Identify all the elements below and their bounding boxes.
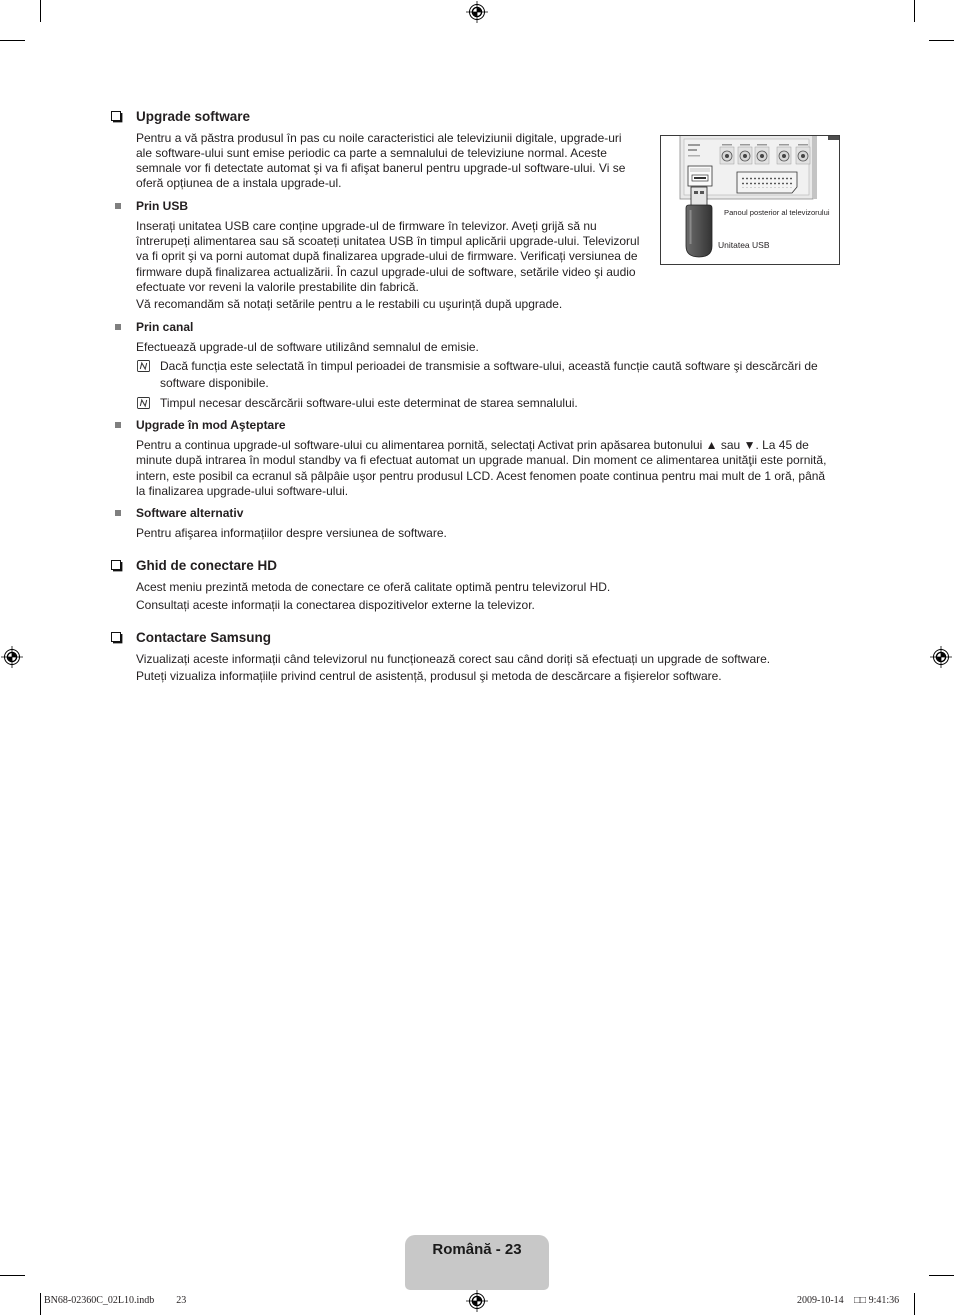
text-line: ale software-ului sunt emise periodic ca parte a semnalului de televiziune normal. Aceste [136, 146, 607, 160]
text-line: efectuate vor reveni la valorile prestabilite din fabrică. [136, 279, 419, 294]
crop-mark-bottom-right-vertical [914, 1293, 915, 1315]
prin-canal-paragraph [136, 340, 479, 355]
prin-usb-paragraph [136, 219, 639, 295]
subsection-title-prin-canal: Prin canal [136, 320, 194, 334]
square-bullet-icon [115, 324, 121, 330]
crop-mark-bottom-right-horizontal [929, 1275, 954, 1276]
crop-mark-top-left-horizontal [0, 40, 25, 41]
standby-upgrade-paragraph [136, 438, 826, 499]
usb-port [688, 166, 712, 186]
section-heading-hd-connection-guide: Ghid de conectare HD [136, 558, 278, 573]
crop-mark-bottom-left-vertical [40, 1293, 41, 1315]
print-file-name: BN68-02360C_02L10.indb [44, 1295, 155, 1306]
usb-connection-figure [660, 135, 840, 265]
print-file-info [44, 1295, 186, 1307]
text-line: Pentru a vă păstra produsul în pas cu noile caracteristici ale televiziunii digitale, upgrade-uri [136, 131, 622, 145]
note-icon [137, 397, 150, 409]
crop-mark-top-right-vertical [914, 0, 915, 22]
print-file-page: 23 [176, 1295, 187, 1306]
hd-connection-guide-paragraph [136, 578, 610, 614]
square-bullet-icon [115, 203, 121, 209]
text-line: Inserați unitatea USB care conține upgrade-ul de firmware în televizor. Aveți grijă să nu [136, 219, 597, 233]
note-icon [137, 360, 150, 372]
upgrade-software-intro [136, 131, 625, 191]
page-number-tab [405, 1235, 549, 1290]
section-heading-contact-samsung: Contactare Samsung [136, 630, 272, 645]
figure-label-rear-panel: Panoul posterior al televizorului [724, 208, 830, 217]
checkbox-bullet-icon [111, 111, 123, 123]
square-bullet-icon [115, 510, 121, 516]
scart-connector [737, 172, 797, 193]
text-line: Pentru a continua upgrade-ul software-ului cu alimentarea pornită, selectați Activat prin apăsarea butonului ▲ sau ▼. La 45 de [136, 438, 809, 452]
subsection-title-alternative-software: Software alternativ [136, 506, 244, 520]
subsection-title-prin-usb: Prin USB [136, 199, 189, 213]
text-line: Efectuează upgrade-ul de software utilizând semnalul de emisie. [136, 340, 479, 354]
alternative-software-paragraph [136, 526, 447, 541]
page-number-label: Română - 23 [432, 1241, 522, 1258]
text-line: Pentru afişarea informațiilor despre versiunea de software. [136, 526, 447, 540]
registration-mark-left [1, 646, 23, 668]
text-line: Puteți vizualiza informațiile privind centrul de asistență, produsul şi metoda de descărcare a fişierelor software. [136, 669, 722, 683]
registration-mark-right [930, 646, 952, 668]
text-line: Vă recomandăm să notați setările pentru a le restabili cu uşurință după upgrade. [136, 297, 563, 311]
registration-mark-bottom [466, 1290, 488, 1312]
figure-label-usb-drive: Unitatea USB [718, 240, 770, 250]
text-line: întrerupeți alimentarea sau să scoateți unitatea USB în timpul aplicării upgrade-ului. Televizorul [136, 234, 640, 249]
text-line: intern, este posibil ca ecranul să pâlpâie uşor pentru produsul LCD. Acest fenomen poate continua pentru mai mult de 1 oră, până [136, 468, 826, 483]
text-line: semnale vor fi detectate automat şi va fi afişat banerul pentru upgrade-ul software-ului. Vi se [136, 161, 626, 175]
print-time: □□ 9:41:36 [854, 1295, 900, 1306]
text-line: firmware după finalizarea actualizării. În cazul upgrade-ului de software, setările video şi audio [136, 264, 636, 279]
audio-video-jacks [720, 144, 810, 164]
note-text [160, 358, 818, 392]
print-date: 2009-10-14 [797, 1295, 844, 1306]
contact-samsung-paragraph [136, 651, 770, 685]
text-line: Consultați aceste informații la conectarea dispozitivelor externe la televizor. [136, 598, 535, 612]
checkbox-bullet-icon [111, 560, 123, 572]
subsection-title-standby-upgrade: Upgrade în mod Aşteptare [136, 418, 286, 432]
text-line: Acest meniu prezintă metoda de conectare ce oferă calitate optimă pentru televizorul HD. [136, 580, 611, 594]
section-heading-upgrade-software: Upgrade software [136, 109, 251, 124]
prin-usb-recommendation [136, 297, 562, 312]
text-line: la finalizarea upgrade-ului software-ului. [136, 483, 349, 498]
text-line: va fi oprit şi va porni automat după finalizarea upgrade-ului de firmware. Verificați versiunea de [136, 249, 638, 264]
text-line: software disponibile. [160, 376, 269, 390]
text-line: Vizualizați aceste informații când televizorul nu funcționează corect sau când doriți să efectuați un upgrade de software. [136, 652, 771, 666]
checkbox-bullet-icon [111, 632, 123, 644]
text-line: Timpul necesar descărcării software-ului este determinat de starea semnalului. [160, 396, 578, 410]
note-text [160, 396, 578, 411]
crop-mark-top-left-vertical [40, 0, 41, 22]
registration-mark-top [466, 1, 488, 23]
crop-mark-bottom-left-horizontal [0, 1275, 25, 1276]
text-line: minute după intrarea în modul standby va fi efectuat automat un upgrade manual. Din moment ce alimentarea unităţii este pornită, [136, 453, 827, 468]
crop-mark-top-right-horizontal [929, 40, 954, 41]
square-bullet-icon [115, 422, 121, 428]
text-line: oferă opțiunea de a instala upgrade-ul. [136, 176, 342, 190]
text-line: Dacă funcția este selectată în timpul perioadei de transmisie a software-ului, această funcție caută software şi descărcări de [160, 359, 818, 373]
